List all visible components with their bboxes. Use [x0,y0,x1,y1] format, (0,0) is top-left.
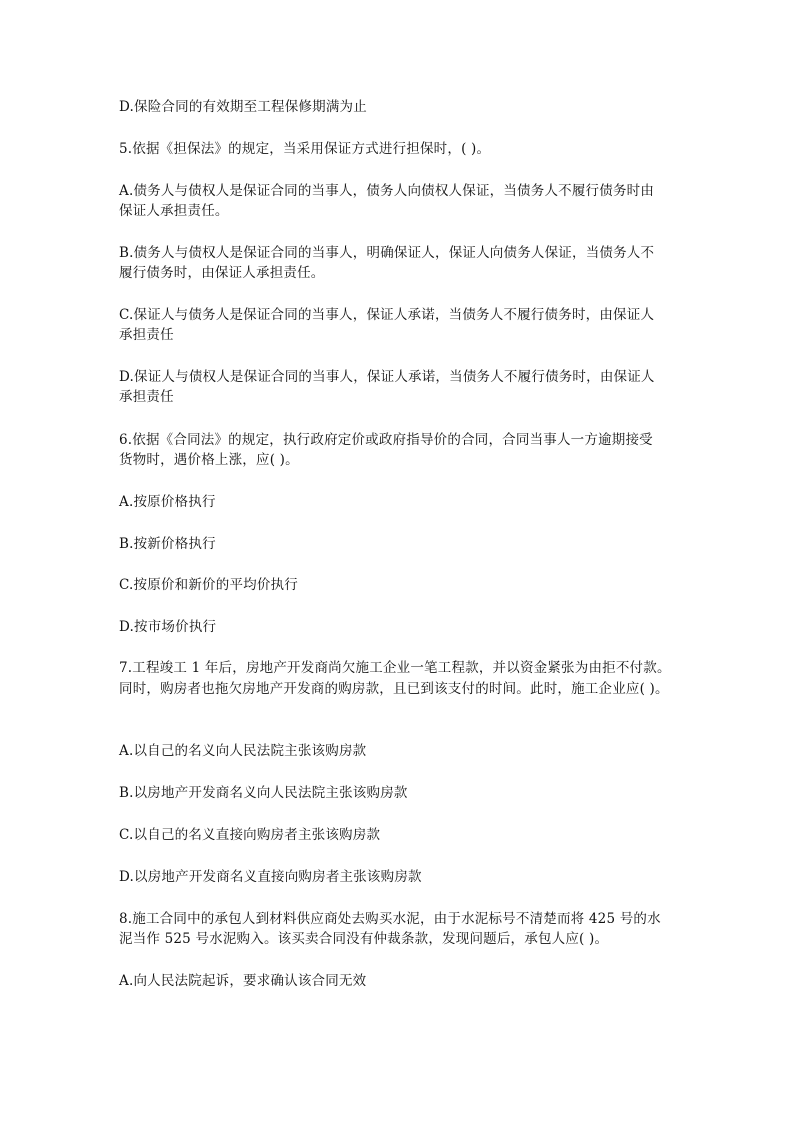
question-8-line-1: 8.施工合同中的承包人到材料供应商处去购买水泥，由于水泥标号不清楚而将 425 号的水 [119,911,661,927]
question-6-line-2: 货物时，遇价格上涨，应( )。 [119,452,299,468]
option-5c-line-1: C.保证人与债务人是保证合同的当事人，保证人承诺，当债务人不履行债务时，由保证人 [119,307,655,323]
option-5d-line-1: D.保证人与债权人是保证合同的当事人，保证人承诺，当债务人不履行债务时，由保证人 [119,369,655,385]
option-7d: D.以房地产开发商名义直接向购房者主张该购房款 [119,869,422,885]
option-6c: C.按原价和新价的平均价执行 [119,577,298,593]
question-8-line-2: 泥当作 525 号水泥购入。该买卖合同没有仲裁条款，发现问题后，承包人应( )。 [119,931,609,947]
option-6b: B.按新价格执行 [119,536,216,552]
option-7b: B.以房地产开发商名义向人民法院主张该购房款 [119,785,408,801]
option-4d: D.保险合同的有效期至工程保修期满为止 [119,99,367,115]
question-7-line-2: 同时，购房者也拖欠房地产开发商的购房款，且已到该支付的时间。此时，施工企业应( )。 [119,681,669,697]
option-7c: C.以自己的名义直接向购房者主张该购房款 [119,827,381,843]
option-8a: A.向人民法院起诉，要求确认该合同无效 [119,973,367,989]
option-5a-line-1: A.债务人与债权人是保证合同的当事人，债务人向债权人保证，当债务人不履行债务时由 [119,183,655,199]
option-5b-line-1: B.债务人与债权人是保证合同的当事人，明确保证人，保证人向债务人保证，当债务人不 [119,245,655,261]
option-6a: A.按原价格执行 [119,494,216,510]
question-5: 5.依据《担保法》的规定，当采用保证方式进行担保时，( )。 [119,141,491,157]
option-6d: D.按市场价执行 [119,619,217,635]
question-6-line-1: 6.依据《合同法》的规定，执行政府定价或政府指导价的合同，合同当事人一方逾期接受 [119,432,653,448]
option-5b-line-2: 履行债务时，由保证人承担责任。 [119,265,325,281]
option-5a-line-2: 保证人承担责任。 [119,203,229,219]
option-5d-line-2: 承担责任 [119,389,174,405]
option-7a: A.以自己的名义向人民法院主张该购房款 [119,743,367,759]
option-5c-line-2: 承担责任 [119,327,174,343]
question-7-line-1: 7.工程竣工 1 年后，房地产开发商尚欠施工企业一笔工程款，并以资金紧张为由拒不付款。 [119,660,671,676]
